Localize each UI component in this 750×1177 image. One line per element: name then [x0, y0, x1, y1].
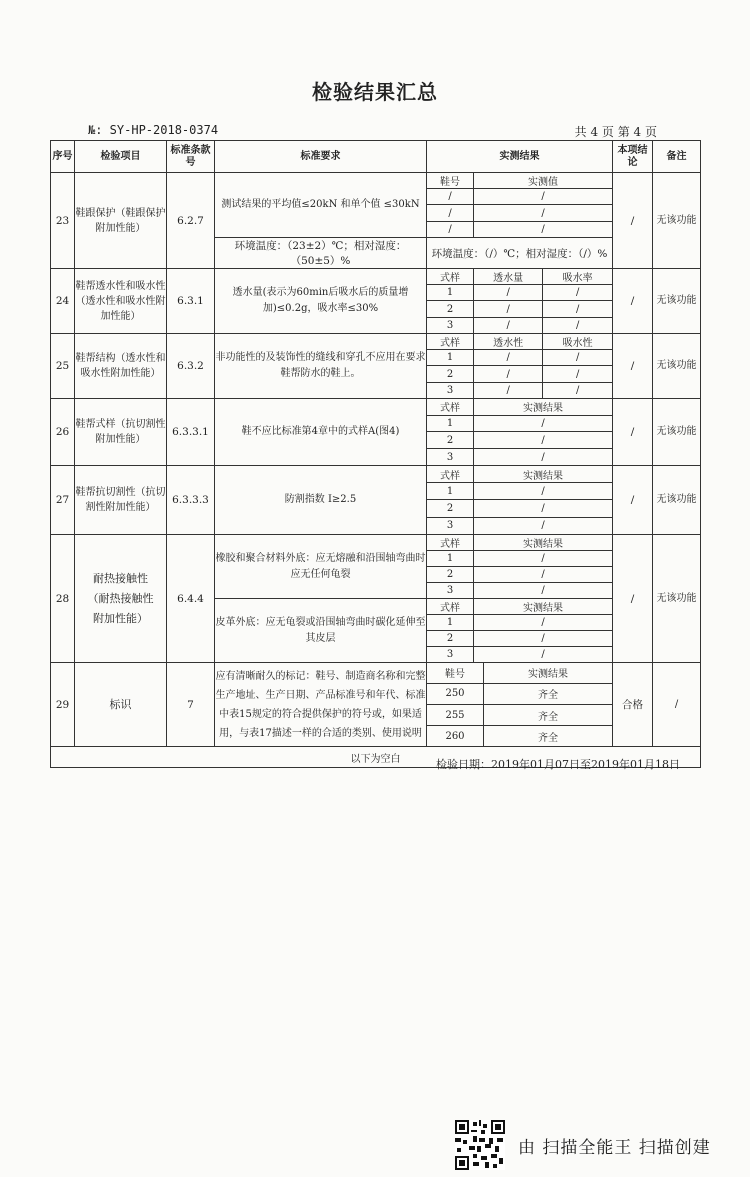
qr-code-icon [455, 1120, 505, 1170]
table-header-row [51, 141, 701, 173]
row-remark: 无该功能 [653, 334, 701, 399]
result-subtable: 式样 实测结果 1 / 2 / 3 / [427, 535, 612, 598]
row-seq: 25 [51, 334, 75, 399]
row-clause: 7 [167, 663, 215, 747]
results-table [50, 140, 701, 768]
inspection-date: 检验日期：2019年01月07日至2019年01月18日 [436, 758, 680, 771]
row-result-2 [427, 599, 613, 663]
row-requirement: 橡胶和聚合材料外底：应无熔融和沿围轴弯曲时应无任何龟裂 [215, 535, 427, 599]
row-requirement: 非功能性的及装饰性的缝线和穿孔不应用在要求鞋帮防水的鞋上。 [215, 334, 427, 399]
header-seq: 序号 [51, 141, 75, 173]
row-conclusion: / [613, 173, 653, 269]
row-seq: 29 [51, 663, 75, 747]
row-clause: 6.3.2 [167, 334, 215, 399]
row-item: 鞋帮透水性和吸水性（透水性和吸水性附加性能） [75, 269, 167, 334]
row-remark: 无该功能 [653, 269, 701, 334]
row-clause: 6.3.1 [167, 269, 215, 334]
row-item: 鞋帮抗切割性（抗切割性附加性能） [75, 466, 167, 535]
document-number: №: SY-HP-2018-0374 [88, 123, 219, 137]
row-requirement: 测试结果的平均值≤20kN 和单个值 ≤30kN [215, 173, 427, 238]
row-result [427, 173, 613, 238]
env-requirement: 环境温度：（23±2）℃；相对湿度：（50±5）% [215, 238, 427, 269]
page-title: 检验结果汇总 [312, 80, 438, 104]
row-item: 耐热接触性（耐热接触性附加性能） [75, 535, 167, 663]
row-result [427, 269, 613, 334]
row-conclusion: 合格 [613, 663, 653, 747]
row-clause: 6.3.3.1 [167, 399, 215, 466]
row-conclusion: / [613, 334, 653, 399]
table-row [51, 663, 701, 747]
header-clause: 标准条款号 [167, 141, 215, 173]
row-item: 鞋帮式样（抗切割性附加性能） [75, 399, 167, 466]
row-conclusion: / [613, 466, 653, 535]
row-conclusion: / [613, 535, 653, 663]
result-subtable: 式样 透水量 吸水率 1 / / 2 / / 3 / / [427, 269, 612, 333]
header-remark: 备注 [653, 141, 701, 173]
row-requirement: 应有清晰耐久的标记：鞋号、制造商名称和完整生产地址、生产日期、产品标准号和年代、标准中表15规定的符合提供保护的符号或，如果适用，与表17描述一样的合适的类别、使用说明 [215, 663, 427, 747]
table-row [51, 334, 701, 399]
blank-below-note: 以下为空白 [51, 747, 701, 768]
result-subtable: 式样 实测结果 1 / 2 / 3 / [427, 399, 612, 465]
result-subtable: 式样 实测结果 1 / 2 / 3 / [427, 466, 612, 534]
table-row [51, 269, 701, 334]
row-clause: 6.2.7 [167, 173, 215, 269]
header-requirement: 标准要求 [215, 141, 427, 173]
row-requirement-2: 皮革外底：应无龟裂或沿围轴弯曲时碳化延伸至其皮层 [215, 599, 427, 663]
scanner-watermark: 由 扫描全能王 扫描创建 [518, 1138, 711, 1158]
row-item: 鞋跟保护（鞋跟保护附加性能） [75, 173, 167, 269]
table-row [51, 466, 701, 535]
env-result: 环境温度：（/）℃；相对湿度：（/）% [427, 238, 613, 269]
row-requirement: 防割指数 I≥2.5 [215, 466, 427, 535]
row-clause: 6.4.4 [167, 535, 215, 663]
header-conclusion: 本项结论 [613, 141, 653, 173]
header-item: 检验项目 [75, 141, 167, 173]
row-seq: 28 [51, 535, 75, 663]
row-result [427, 663, 613, 747]
row-seq: 27 [51, 466, 75, 535]
row-requirement: 鞋不应比标准第4章中的式样A(图4) [215, 399, 427, 466]
result-subtable: 式样 实测结果 1 / 2 / 3 / [427, 599, 612, 662]
row-clause: 6.3.3.3 [167, 466, 215, 535]
row-remark: / [653, 663, 701, 747]
result-subtable: 式样 透水性 吸水性 1 / / 2 / / 3 / / [427, 334, 612, 398]
table-row [51, 535, 701, 599]
row-result [427, 399, 613, 466]
row-result [427, 334, 613, 399]
row-remark: 无该功能 [653, 466, 701, 535]
row-conclusion: / [613, 399, 653, 466]
table-row [51, 173, 701, 238]
row-conclusion: / [613, 269, 653, 334]
row-remark: 无该功能 [653, 399, 701, 466]
row-remark: 无该功能 [653, 173, 701, 269]
table-row [51, 399, 701, 466]
row-remark: 无该功能 [653, 535, 701, 663]
row-item: 标识 [75, 663, 167, 747]
row-result [427, 535, 613, 599]
row-seq: 24 [51, 269, 75, 334]
header-result: 实测结果 [427, 141, 613, 173]
page-count: 共 4 页 第 4 页 [574, 125, 657, 139]
row-seq: 26 [51, 399, 75, 466]
result-subtable: 鞋号 实测结果 250 齐全 255 齐全 260 齐全 [427, 663, 612, 746]
row-item: 鞋帮结构（透水性和吸水性附加性能） [75, 334, 167, 399]
row-requirement: 透水量(表示为60min后吸水后的质量增加)≤0.2g，吸水率≤30% [215, 269, 427, 334]
row-result [427, 466, 613, 535]
result-subtable: 鞋号 实测值 / / / / / / [427, 173, 612, 237]
row-seq: 23 [51, 173, 75, 269]
